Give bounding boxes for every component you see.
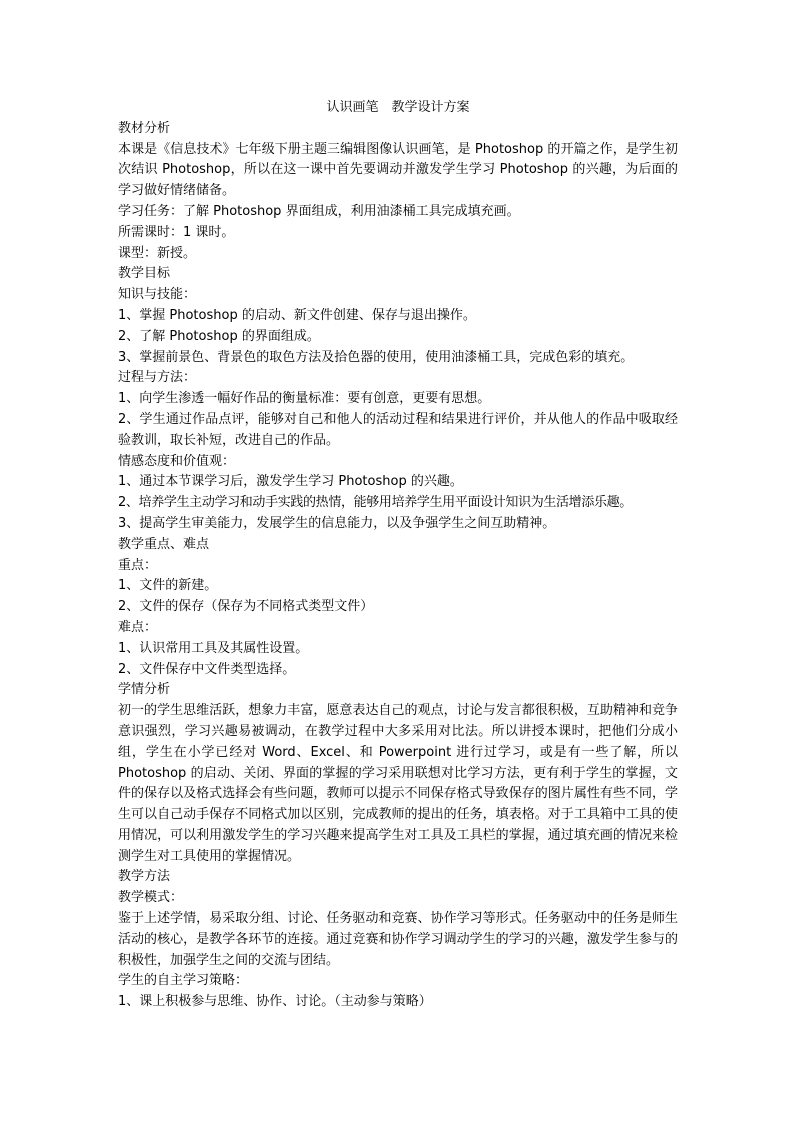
class-hours: 所需课时：1 课时。 <box>118 224 235 240</box>
key-point-item: 2、文件的保存（保存为不同格式类型文件） <box>118 599 374 615</box>
process-item: 1、向学生渗透一幅好作品的衡量标准：要有创意，更要有思想。 <box>118 391 491 407</box>
subheading-process-methods: 过程与方法： <box>118 370 197 386</box>
section-heading-student-analysis: 学情分析 <box>118 682 171 698</box>
section-heading-textbook-analysis: 教材分析 <box>118 120 171 136</box>
student-analysis-paragraph: 初一的学生思维活跃，想象力丰富，愿意表达自己的观点，讨论与发言都很积极，互助精神和竞争意识强烈，学习兴趣易被调动，在教学过程中大多采用对比法。所以讲授本课时，把他们分成小组，学生在小学已经对 Word、Excel、和 Powerpoint 进行过学习，或是有一些了解，所以 Photoshop 的启动、关闭、界面的掌握的学习采用联想对比学习方法，更有利于学生的掌握，文件的保存以及格式选择会有些问题，教师可以提示不同保存格式导致保存的图片属性有些不同，学生可以自己动手保存不同格式加以区别，完成教师的提出的任务，填表格。对于工具箱中工具的使用情况，可以利用激发学生的学习兴趣来提高学生对工具及工具栏的掌握，通过填充画的情况来检测学生对工具使用的掌握情况。 <box>118 703 678 864</box>
section-heading-teaching-methods: 教学方法 <box>118 869 171 885</box>
emotion-item: 1、通过本节课学习后，激发学生学习 Photoshop 的兴趣。 <box>118 474 463 490</box>
teaching-mode-paragraph: 鉴于上述学情，易采取分组、讨论、任务驱动和竞赛、协作学习等形式。任务驱动中的任务是师生活动的核心，是教学各环节的连接。通过竞赛和协作学习调动学生的学习的兴趣，激发学生参与的积极性，加强学生之间的交流与团结。 <box>118 911 678 968</box>
key-point-item: 1、文件的新建。 <box>118 578 218 594</box>
difficult-point-item: 2、文件保存中文件类型选择。 <box>118 661 296 677</box>
subheading-self-learning-strategy: 学生的自主学习策略： <box>118 973 249 989</box>
strategy-item: 1、课上积极参与思维、协作、讨论。（主动参与策略） <box>118 994 432 1010</box>
document-title: 认识画笔 教学设计方案 <box>326 100 470 115</box>
process-item: 2、学生通过作品点评，能够对自己和他人的活动过程和结果进行评价，并从他人的作品中吸取经验教训，取长补短，改进自己的作品。 <box>118 411 678 448</box>
subheading-emotion-values: 情感态度和价值观： <box>118 453 236 469</box>
section-heading-teaching-goals: 教学目标 <box>118 266 171 282</box>
subheading-teaching-mode: 教学模式： <box>118 890 184 906</box>
subheading-difficult-points: 难点： <box>118 619 158 635</box>
subheading-knowledge-skills: 知识与技能： <box>118 287 197 303</box>
textbook-analysis-paragraph: 本课是《信息技术》七年级下册主题三编辑图像认识画笔，是 Photoshop 的开篇之作，是学生初次结识 Photoshop，所以在这一课中首先要调动并激发学生学习 Photoshop 的兴趣，为后面的学习做好情绪储备。 <box>118 141 678 199</box>
difficult-point-item: 1、认识常用工具及其属性设置。 <box>118 640 309 656</box>
emotion-item: 3、提高学生审美能力，发展学生的信息能力，以及争强学生之间互助精神。 <box>118 515 556 531</box>
lesson-type: 课型：新授。 <box>118 245 197 261</box>
subheading-key-points: 重点： <box>118 557 158 573</box>
knowledge-item: 2、了解 Photoshop 的界面组成。 <box>118 328 320 344</box>
document-page <box>118 98 678 1013</box>
learning-task: 学习任务：了解 Photoshop 界面组成，利用油漆桶工具完成填充画。 <box>118 203 520 219</box>
section-heading-key-difficult: 教学重点、难点 <box>118 536 210 552</box>
knowledge-item: 3、掌握前景色、背景色的取色方法及拾色器的使用，使用油漆桶工具，完成色彩的填充。 <box>118 349 634 365</box>
emotion-item: 2、培养学生主动学习和动手实践的热情，能够用培养学生用平面设计知识为生活增添乐趣。 <box>118 495 632 511</box>
knowledge-item: 1、掌握 Photoshop 的启动、新文件创建、保存与退出操作。 <box>118 307 476 323</box>
